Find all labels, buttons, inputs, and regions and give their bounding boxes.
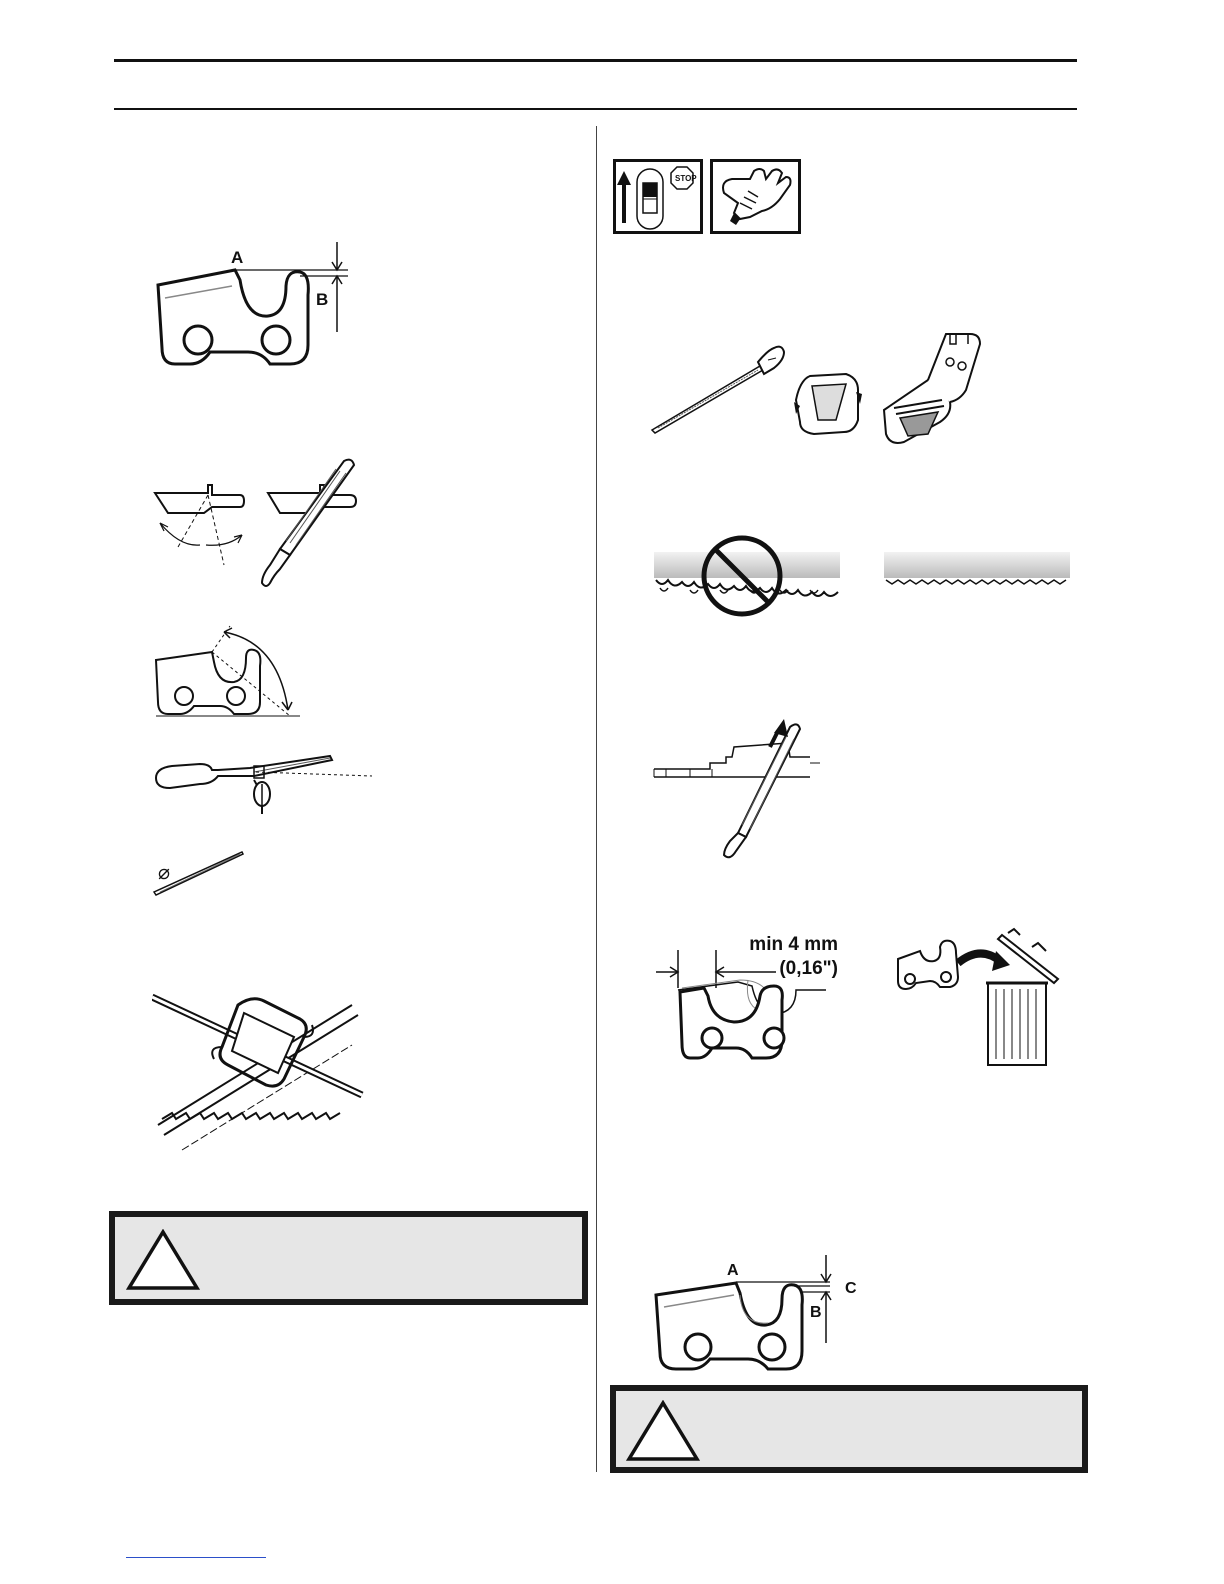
warning-box-left <box>109 1211 588 1305</box>
column-divider <box>596 126 597 1472</box>
sawdust-comparison-figure <box>650 528 1075 628</box>
filing-angle-figure <box>150 455 370 595</box>
min-length-line1: min 4 mm <box>749 934 838 955</box>
warning-triangle-icon <box>626 1400 700 1462</box>
label-a-bottom: A <box>727 1262 739 1279</box>
diameter-symbol: ⌀ <box>158 860 171 884</box>
min-length-label <box>700 933 838 981</box>
file-holder-side-figure <box>150 750 375 820</box>
file-guide-on-chain-figure <box>152 985 367 1155</box>
footer-link-underline[interactable] <box>126 1557 266 1558</box>
top-plate-angle-figure <box>150 622 310 722</box>
label-b-bottom: B <box>810 1304 822 1321</box>
warning-box-right <box>610 1385 1088 1473</box>
header-rule-top <box>114 59 1077 62</box>
filing-direction-figure <box>650 717 820 862</box>
warning-triangle-icon <box>126 1229 200 1291</box>
discard-worn-cutter-figure <box>888 925 1068 1070</box>
label-c-bottom: C <box>845 1280 857 1297</box>
engine-stop-icon <box>613 159 703 234</box>
label-b: B <box>316 290 329 309</box>
stop-sign-text: STOP <box>675 174 697 183</box>
min-length-line2: (0,16") <box>779 958 838 979</box>
header-rule-bottom <box>114 108 1077 110</box>
label-a: A <box>231 248 244 267</box>
protective-glove-icon <box>710 159 801 234</box>
cutter-tooth-depth-figure <box>150 240 360 375</box>
sharpening-tools-figure <box>650 330 1005 445</box>
